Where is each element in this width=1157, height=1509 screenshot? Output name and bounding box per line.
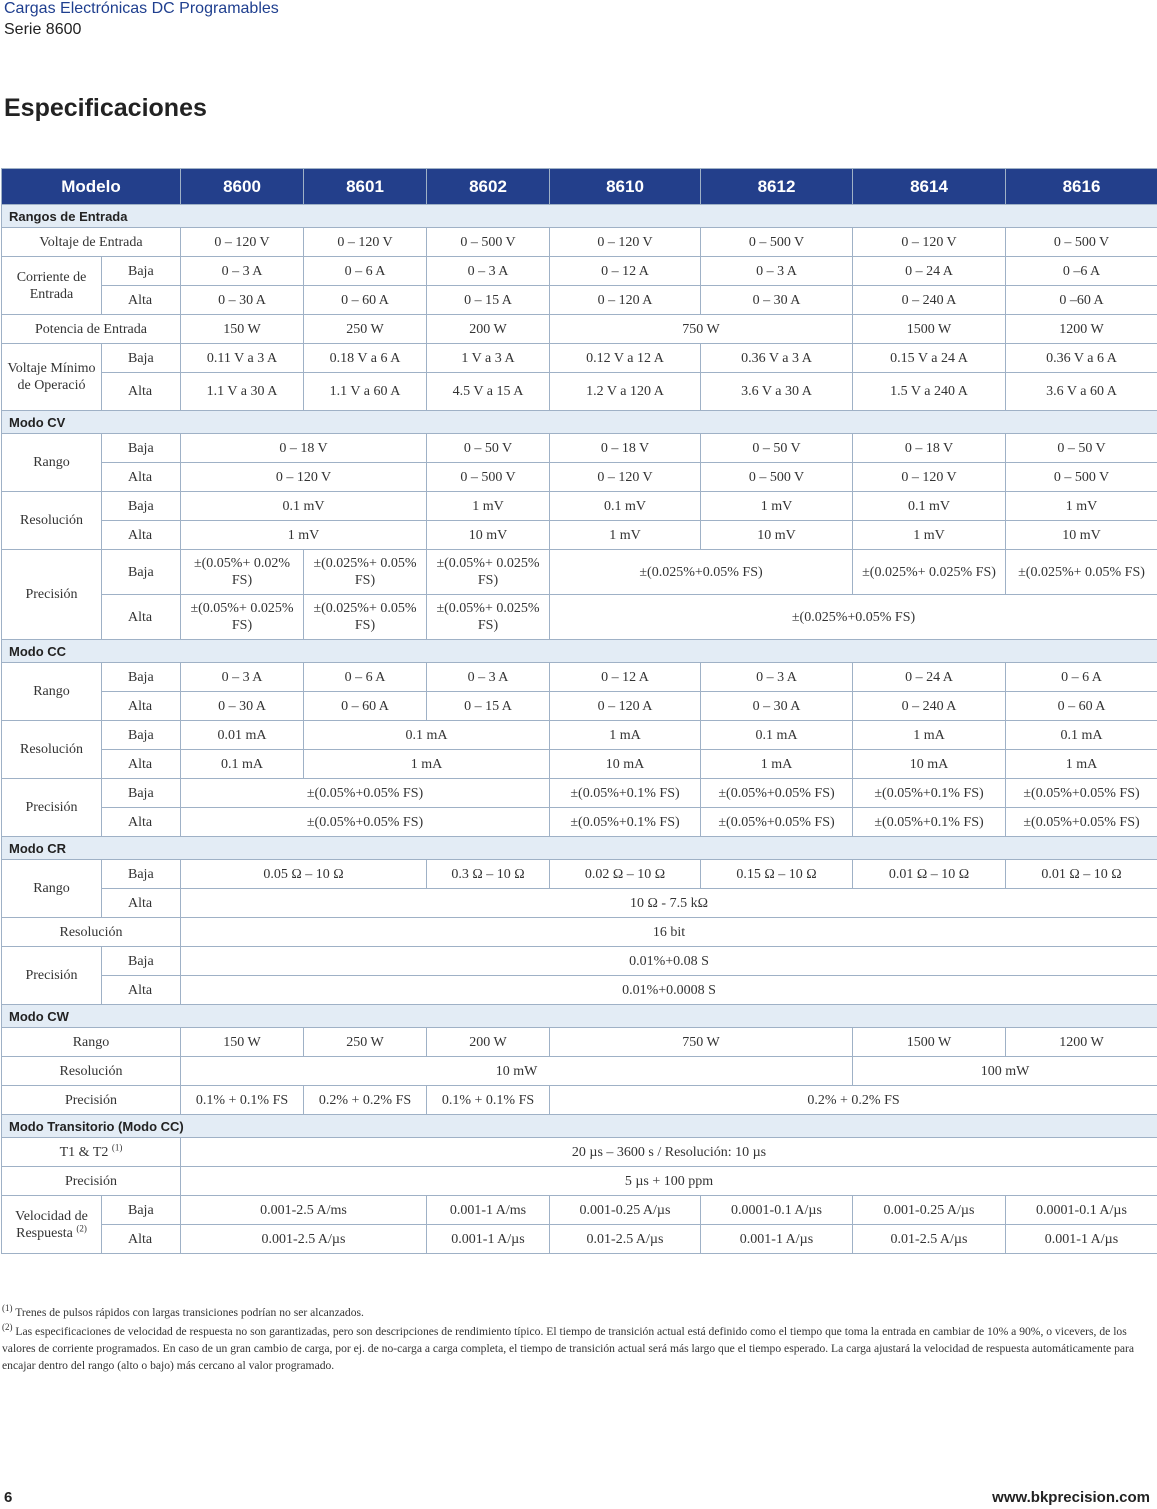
table-cell: 0.1 mA bbox=[181, 750, 304, 779]
table-row bbox=[2, 1225, 1157, 1254]
table-cell: ±(0.05%+0.1% FS) bbox=[550, 808, 701, 837]
table-cell: 0 – 120 V bbox=[853, 228, 1006, 257]
table-cell: ±(0.05%+ 0.025% FS) bbox=[427, 595, 550, 640]
table-cell: 0 – 18 V bbox=[181, 434, 427, 463]
table-cell: 0 – 3 A bbox=[181, 257, 304, 286]
table-row bbox=[2, 1057, 1157, 1086]
table-cell: ±(0.025%+0.05% FS) bbox=[550, 595, 1157, 640]
table-row bbox=[2, 373, 1157, 411]
table-cell: 1500 W bbox=[853, 315, 1006, 344]
table-cell: 0.01%+0.0008 S bbox=[181, 976, 1157, 1005]
table-cell: 0.36 V a 6 A bbox=[1006, 344, 1157, 373]
row-label: Voltaje Mínimo de Operació bbox=[2, 344, 102, 411]
table-cell: 10 mV bbox=[1006, 521, 1157, 550]
table-row bbox=[2, 492, 1157, 521]
table-cell: 0 – 3 A bbox=[181, 663, 304, 692]
table-row bbox=[2, 286, 1157, 315]
table-cell: ±(0.025%+ 0.025% FS) bbox=[853, 550, 1006, 595]
table-cell: 0 – 3 A bbox=[701, 257, 853, 286]
table-cell: 200 W bbox=[427, 315, 550, 344]
table-cell: 0 – 500 V bbox=[427, 228, 550, 257]
table-cell: 750 W bbox=[550, 315, 853, 344]
level-label: Alta bbox=[102, 889, 181, 918]
table-row bbox=[2, 550, 1157, 595]
table-cell: 0.001-0.25 A/µs bbox=[550, 1196, 701, 1225]
level-label: Alta bbox=[102, 595, 181, 640]
table-cell: 1500 W bbox=[853, 1028, 1006, 1057]
table-cell: 0 –6 A bbox=[1006, 257, 1157, 286]
table-cell: 1 mA bbox=[550, 721, 701, 750]
table-row bbox=[2, 1196, 1157, 1225]
table-cell: 0 – 500 V bbox=[701, 463, 853, 492]
table-row bbox=[2, 808, 1157, 837]
table-cell: 0.02 Ω – 10 Ω bbox=[550, 860, 701, 889]
table-cell: 0.11 V a 3 A bbox=[181, 344, 304, 373]
table-cell: 0.0001-0.1 A/µs bbox=[701, 1196, 853, 1225]
table-cell: 0 – 30 A bbox=[181, 286, 304, 315]
level-label: Alta bbox=[102, 976, 181, 1005]
table-cell: 0 – 3 A bbox=[701, 663, 853, 692]
table-cell: 0 – 6 A bbox=[304, 257, 427, 286]
footnote-1 bbox=[2, 1304, 1152, 1321]
level-label: Alta bbox=[102, 750, 181, 779]
table-cell: ±(0.05%+ 0.025% FS) bbox=[427, 550, 550, 595]
level-label: Alta bbox=[102, 463, 181, 492]
table-cell: 0.1% + 0.1% FS bbox=[181, 1086, 304, 1115]
table-cell: 0 – 120 V bbox=[181, 228, 304, 257]
table-cell: 3.6 V a 60 A bbox=[1006, 373, 1157, 411]
table-row bbox=[2, 1028, 1157, 1057]
table-cell: 0 – 500 V bbox=[701, 228, 853, 257]
table-cell: 0.1 mV bbox=[853, 492, 1006, 521]
row-label-text: T1 & T2 bbox=[59, 1144, 109, 1160]
row-label: Potencia de Entrada bbox=[2, 315, 181, 344]
table-cell: 0 – 24 A bbox=[853, 257, 1006, 286]
footnote-mark: (1) bbox=[2, 1303, 13, 1314]
table-cell: 0 – 120 A bbox=[550, 692, 701, 721]
table-cell: 0 – 120 V bbox=[550, 228, 701, 257]
table-cell: 10 mV bbox=[427, 521, 550, 550]
table-row bbox=[2, 434, 1157, 463]
table-row bbox=[2, 860, 1157, 889]
table-row bbox=[2, 918, 1157, 947]
level-label: Baja bbox=[102, 434, 181, 463]
table-row bbox=[2, 889, 1157, 918]
table-cell: 4.5 V a 15 A bbox=[427, 373, 550, 411]
table-cell: 0.001-2.5 A/µs bbox=[181, 1225, 427, 1254]
table-cell: 0.18 V a 6 A bbox=[304, 344, 427, 373]
table-cell: 10 mW bbox=[181, 1057, 853, 1086]
table-cell: 0.01-2.5 A/µs bbox=[550, 1225, 701, 1254]
table-cell: 10 Ω - 7.5 kΩ bbox=[181, 889, 1157, 918]
table-cell: 0 –60 A bbox=[1006, 286, 1157, 315]
table-cell: 0 – 3 A bbox=[427, 663, 550, 692]
row-label: Precisión bbox=[2, 550, 102, 640]
table-cell: 0.001-2.5 A/ms bbox=[181, 1196, 427, 1225]
table-cell: 0 – 12 A bbox=[550, 663, 701, 692]
table-cell: ±(0.05%+ 0.025% FS) bbox=[181, 595, 304, 640]
table-cell: 0 – 18 V bbox=[550, 434, 701, 463]
table-cell: 0 – 12 A bbox=[550, 257, 701, 286]
footnote-2 bbox=[2, 1323, 1152, 1374]
table-cell: 0.001-1 A/µs bbox=[1006, 1225, 1157, 1254]
table-cell: 250 W bbox=[304, 1028, 427, 1057]
row-label: Resolución bbox=[2, 492, 102, 550]
table-cell: 150 W bbox=[181, 1028, 304, 1057]
row-label: Rango bbox=[2, 860, 102, 918]
row-label: Precisión bbox=[2, 1167, 181, 1196]
table-cell: 1 mV bbox=[550, 521, 701, 550]
table-cell: 1 mV bbox=[1006, 492, 1157, 521]
level-label: Baja bbox=[102, 663, 181, 692]
table-cell: ±(0.05%+0.05% FS) bbox=[1006, 779, 1157, 808]
table-cell: 0.01%+0.08 S bbox=[181, 947, 1157, 976]
table-cell: 0 – 500 V bbox=[1006, 463, 1157, 492]
table-cell: 0 – 60 A bbox=[304, 286, 427, 315]
table-cell: 3.6 V a 30 A bbox=[701, 373, 853, 411]
row-label bbox=[2, 1138, 181, 1167]
table-cell: 0.12 V a 12 A bbox=[550, 344, 701, 373]
table-cell: 0.01 Ω – 10 Ω bbox=[853, 860, 1006, 889]
table-cell: 0 – 30 A bbox=[701, 286, 853, 315]
row-label: Rango bbox=[2, 434, 102, 492]
spec-table bbox=[1, 168, 1157, 1254]
col-header: 8610 bbox=[550, 169, 701, 205]
table-cell: 1 mV bbox=[853, 521, 1006, 550]
section-heading: Modo CW bbox=[2, 1005, 1157, 1028]
table-cell: 0 – 120 V bbox=[181, 463, 427, 492]
table-cell: 0.1 mA bbox=[304, 721, 550, 750]
table-cell: ±(0.05%+0.05% FS) bbox=[1006, 808, 1157, 837]
level-label: Baja bbox=[102, 721, 181, 750]
table-cell: ±(0.05%+0.05% FS) bbox=[181, 779, 550, 808]
col-header: 8616 bbox=[1006, 169, 1157, 205]
level-label: Alta bbox=[102, 373, 181, 411]
table-row bbox=[2, 721, 1157, 750]
table-cell: 1 mA bbox=[701, 750, 853, 779]
table-cell: 0 – 15 A bbox=[427, 692, 550, 721]
table-row bbox=[2, 228, 1157, 257]
footnote-text: Trenes de pulsos rápidos con largas transiciones podrían no ser alcanzados. bbox=[15, 1306, 364, 1319]
table-cell: ±(0.05%+0.05% FS) bbox=[701, 808, 853, 837]
table-cell: 0 – 50 V bbox=[427, 434, 550, 463]
table-row bbox=[2, 463, 1157, 492]
table-row bbox=[2, 947, 1157, 976]
table-cell: 1.2 V a 120 A bbox=[550, 373, 701, 411]
table-cell: 0 – 120 A bbox=[550, 286, 701, 315]
footnote-text: Las especificaciones de velocidad de respuesta no son garantizadas, pero son descripciones de rendimiento típico. El tiempo de transición actual está definido como el tiempo que toma la entrada en cambiar de 10% a 90%, o vicevers, de los valores de corriente programados. En caso de un gran cambio de carga, por ej. de no-carga a carga completa, el tiempo de transición actual será más largo que el tiempo esperado. La carga ajustará la velocidad de respuesta automáticamente para encajar dentro del rango (alto o bajo) más cercano al valor programado. bbox=[2, 1325, 1135, 1372]
table-cell: 10 mA bbox=[550, 750, 701, 779]
table-cell: 0.01 Ω – 10 Ω bbox=[1006, 860, 1157, 889]
table-cell: 0.0001-0.1 A/µs bbox=[1006, 1196, 1157, 1225]
table-cell: 0.2% + 0.2% FS bbox=[550, 1086, 1157, 1115]
level-label: Alta bbox=[102, 521, 181, 550]
table-cell: 0.05 Ω – 10 Ω bbox=[181, 860, 427, 889]
table-cell: 0 – 60 A bbox=[304, 692, 427, 721]
table-cell: ±(0.025%+ 0.05% FS) bbox=[1006, 550, 1157, 595]
table-cell: 0 – 60 A bbox=[1006, 692, 1157, 721]
table-cell: 0 – 3 A bbox=[427, 257, 550, 286]
table-cell: ±(0.05%+0.1% FS) bbox=[853, 779, 1006, 808]
level-label: Baja bbox=[102, 492, 181, 521]
table-row bbox=[2, 1138, 1157, 1167]
table-cell: 250 W bbox=[304, 315, 427, 344]
row-label: Precisión bbox=[2, 947, 102, 1005]
row-label: Rango bbox=[2, 663, 102, 721]
table-cell: 0.15 V a 24 A bbox=[853, 344, 1006, 373]
table-cell: 16 bit bbox=[181, 918, 1157, 947]
table-cell: 1.1 V a 60 A bbox=[304, 373, 427, 411]
table-row bbox=[2, 663, 1157, 692]
table-cell: 0 – 24 A bbox=[853, 663, 1006, 692]
col-header: 8602 bbox=[427, 169, 550, 205]
footnote-mark: (2) bbox=[2, 1322, 13, 1333]
level-label: Baja bbox=[102, 947, 181, 976]
table-cell: 1 mV bbox=[181, 521, 427, 550]
doc-series-title: Cargas Electrónicas DC Programables bbox=[4, 0, 279, 17]
table-cell: 10 mA bbox=[853, 750, 1006, 779]
row-label: Resolución bbox=[2, 918, 181, 947]
level-label: Baja bbox=[102, 344, 181, 373]
table-cell: 0 – 120 V bbox=[853, 463, 1006, 492]
table-cell: 1 mV bbox=[701, 492, 853, 521]
footnote-ref: (2) bbox=[76, 1222, 87, 1233]
table-cell: 20 µs – 3600 s / Resolución: 10 µs bbox=[181, 1138, 1157, 1167]
table-cell: 0 – 18 V bbox=[853, 434, 1006, 463]
table-cell: 0 – 30 A bbox=[181, 692, 304, 721]
section-heading: Modo CR bbox=[2, 837, 1157, 860]
table-cell: 150 W bbox=[181, 315, 304, 344]
table-cell: 0.001-0.25 A/µs bbox=[853, 1196, 1006, 1225]
table-cell: 0.3 Ω – 10 Ω bbox=[427, 860, 550, 889]
row-label: Resolución bbox=[2, 721, 102, 779]
table-cell: ±(0.05%+ 0.02% FS) bbox=[181, 550, 304, 595]
section-heading: Modo CV bbox=[2, 411, 1157, 434]
level-label: Alta bbox=[102, 808, 181, 837]
row-label: Rango bbox=[2, 1028, 181, 1057]
level-label: Baja bbox=[102, 779, 181, 808]
table-cell: 0.1 mA bbox=[1006, 721, 1157, 750]
table-cell: 0.36 V a 3 A bbox=[701, 344, 853, 373]
row-label-text: Velocidad de Respuesta bbox=[15, 1208, 88, 1241]
table-cell: 0 – 120 V bbox=[304, 228, 427, 257]
table-cell: 0.1 mV bbox=[181, 492, 427, 521]
col-header: 8614 bbox=[853, 169, 1006, 205]
table-cell: 0.001-1 A/µs bbox=[701, 1225, 853, 1254]
table-header-row bbox=[2, 169, 1157, 205]
table-cell: 5 µs + 100 ppm bbox=[181, 1167, 1157, 1196]
table-cell: ±(0.025%+ 0.05% FS) bbox=[304, 595, 427, 640]
table-row bbox=[2, 257, 1157, 286]
table-cell: 0 – 6 A bbox=[304, 663, 427, 692]
table-cell: ±(0.05%+0.05% FS) bbox=[181, 808, 550, 837]
table-cell: 1.1 V a 30 A bbox=[181, 373, 304, 411]
col-header: 8601 bbox=[304, 169, 427, 205]
table-cell: 0 – 6 A bbox=[1006, 663, 1157, 692]
level-label: Baja bbox=[102, 1196, 181, 1225]
table-cell: 1200 W bbox=[1006, 315, 1157, 344]
table-cell: 0 – 500 V bbox=[427, 463, 550, 492]
footnote-ref: (1) bbox=[111, 1141, 123, 1152]
level-label: Alta bbox=[102, 692, 181, 721]
level-label: Alta bbox=[102, 286, 181, 315]
table-cell: 0.1% + 0.1% FS bbox=[427, 1086, 550, 1115]
table-cell: 1200 W bbox=[1006, 1028, 1157, 1057]
table-row bbox=[2, 976, 1157, 1005]
table-cell: 1 mV bbox=[427, 492, 550, 521]
col-header: 8612 bbox=[701, 169, 853, 205]
table-cell: ±(0.05%+0.1% FS) bbox=[853, 808, 1006, 837]
page-title: Especificaciones bbox=[4, 94, 207, 122]
table-cell: 1 mA bbox=[304, 750, 550, 779]
level-label: Baja bbox=[102, 860, 181, 889]
section-heading: Modo Transitorio (Modo CC) bbox=[2, 1115, 1157, 1138]
table-cell: ±(0.025%+ 0.05% FS) bbox=[304, 550, 427, 595]
row-label: Corriente de Entrada bbox=[2, 257, 102, 315]
table-row bbox=[2, 779, 1157, 808]
table-cell: 0.15 Ω – 10 Ω bbox=[701, 860, 853, 889]
table-row bbox=[2, 750, 1157, 779]
table-cell: 0 – 50 V bbox=[701, 434, 853, 463]
table-cell: 1 V a 3 A bbox=[427, 344, 550, 373]
col-header-model: Modelo bbox=[2, 169, 181, 205]
page-number: 6 bbox=[4, 1489, 13, 1506]
section-heading: Rangos de Entrada bbox=[2, 205, 1157, 228]
row-label: Resolución bbox=[2, 1057, 181, 1086]
table-cell: 0.1 mV bbox=[550, 492, 701, 521]
table-cell: 0 – 30 A bbox=[701, 692, 853, 721]
table-cell: 0 – 15 A bbox=[427, 286, 550, 315]
table-cell: 0 – 240 A bbox=[853, 692, 1006, 721]
table-row bbox=[2, 1167, 1157, 1196]
table-cell: 200 W bbox=[427, 1028, 550, 1057]
table-cell: 0 – 500 V bbox=[1006, 228, 1157, 257]
row-label bbox=[2, 1196, 102, 1254]
table-row bbox=[2, 1086, 1157, 1115]
table-cell: 1 mA bbox=[853, 721, 1006, 750]
table-cell: 0.01 mA bbox=[181, 721, 304, 750]
row-label: Voltaje de Entrada bbox=[2, 228, 181, 257]
table-row bbox=[2, 595, 1157, 640]
level-label: Baja bbox=[102, 257, 181, 286]
doc-series-subtitle: Serie 8600 bbox=[4, 21, 82, 38]
table-cell: 0 – 120 V bbox=[550, 463, 701, 492]
footer-url: www.bkprecision.com bbox=[992, 1489, 1150, 1506]
table-row bbox=[2, 344, 1157, 373]
table-cell: ±(0.025%+0.05% FS) bbox=[550, 550, 853, 595]
table-cell: ±(0.05%+0.1% FS) bbox=[550, 779, 701, 808]
table-cell: 1 mA bbox=[1006, 750, 1157, 779]
row-label: Precisión bbox=[2, 1086, 181, 1115]
table-cell: 750 W bbox=[550, 1028, 853, 1057]
section-heading: Modo CC bbox=[2, 640, 1157, 663]
table-cell: 0.1 mA bbox=[701, 721, 853, 750]
table-cell: 10 mV bbox=[701, 521, 853, 550]
row-label: Precisión bbox=[2, 779, 102, 837]
table-cell: 0 – 50 V bbox=[1006, 434, 1157, 463]
level-label: Alta bbox=[102, 1225, 181, 1254]
table-cell: 0.01-2.5 A/µs bbox=[853, 1225, 1006, 1254]
table-cell: 0.001-1 A/ms bbox=[427, 1196, 550, 1225]
level-label: Baja bbox=[102, 550, 181, 595]
col-header: 8600 bbox=[181, 169, 304, 205]
table-cell: 0 – 240 A bbox=[853, 286, 1006, 315]
table-row bbox=[2, 315, 1157, 344]
table-cell: 0.2% + 0.2% FS bbox=[304, 1086, 427, 1115]
table-cell: 0.001-1 A/µs bbox=[427, 1225, 550, 1254]
table-row bbox=[2, 521, 1157, 550]
table-cell: ±(0.05%+0.05% FS) bbox=[701, 779, 853, 808]
table-cell: 100 mW bbox=[853, 1057, 1157, 1086]
table-cell: 1.5 V a 240 A bbox=[853, 373, 1006, 411]
table-row bbox=[2, 692, 1157, 721]
